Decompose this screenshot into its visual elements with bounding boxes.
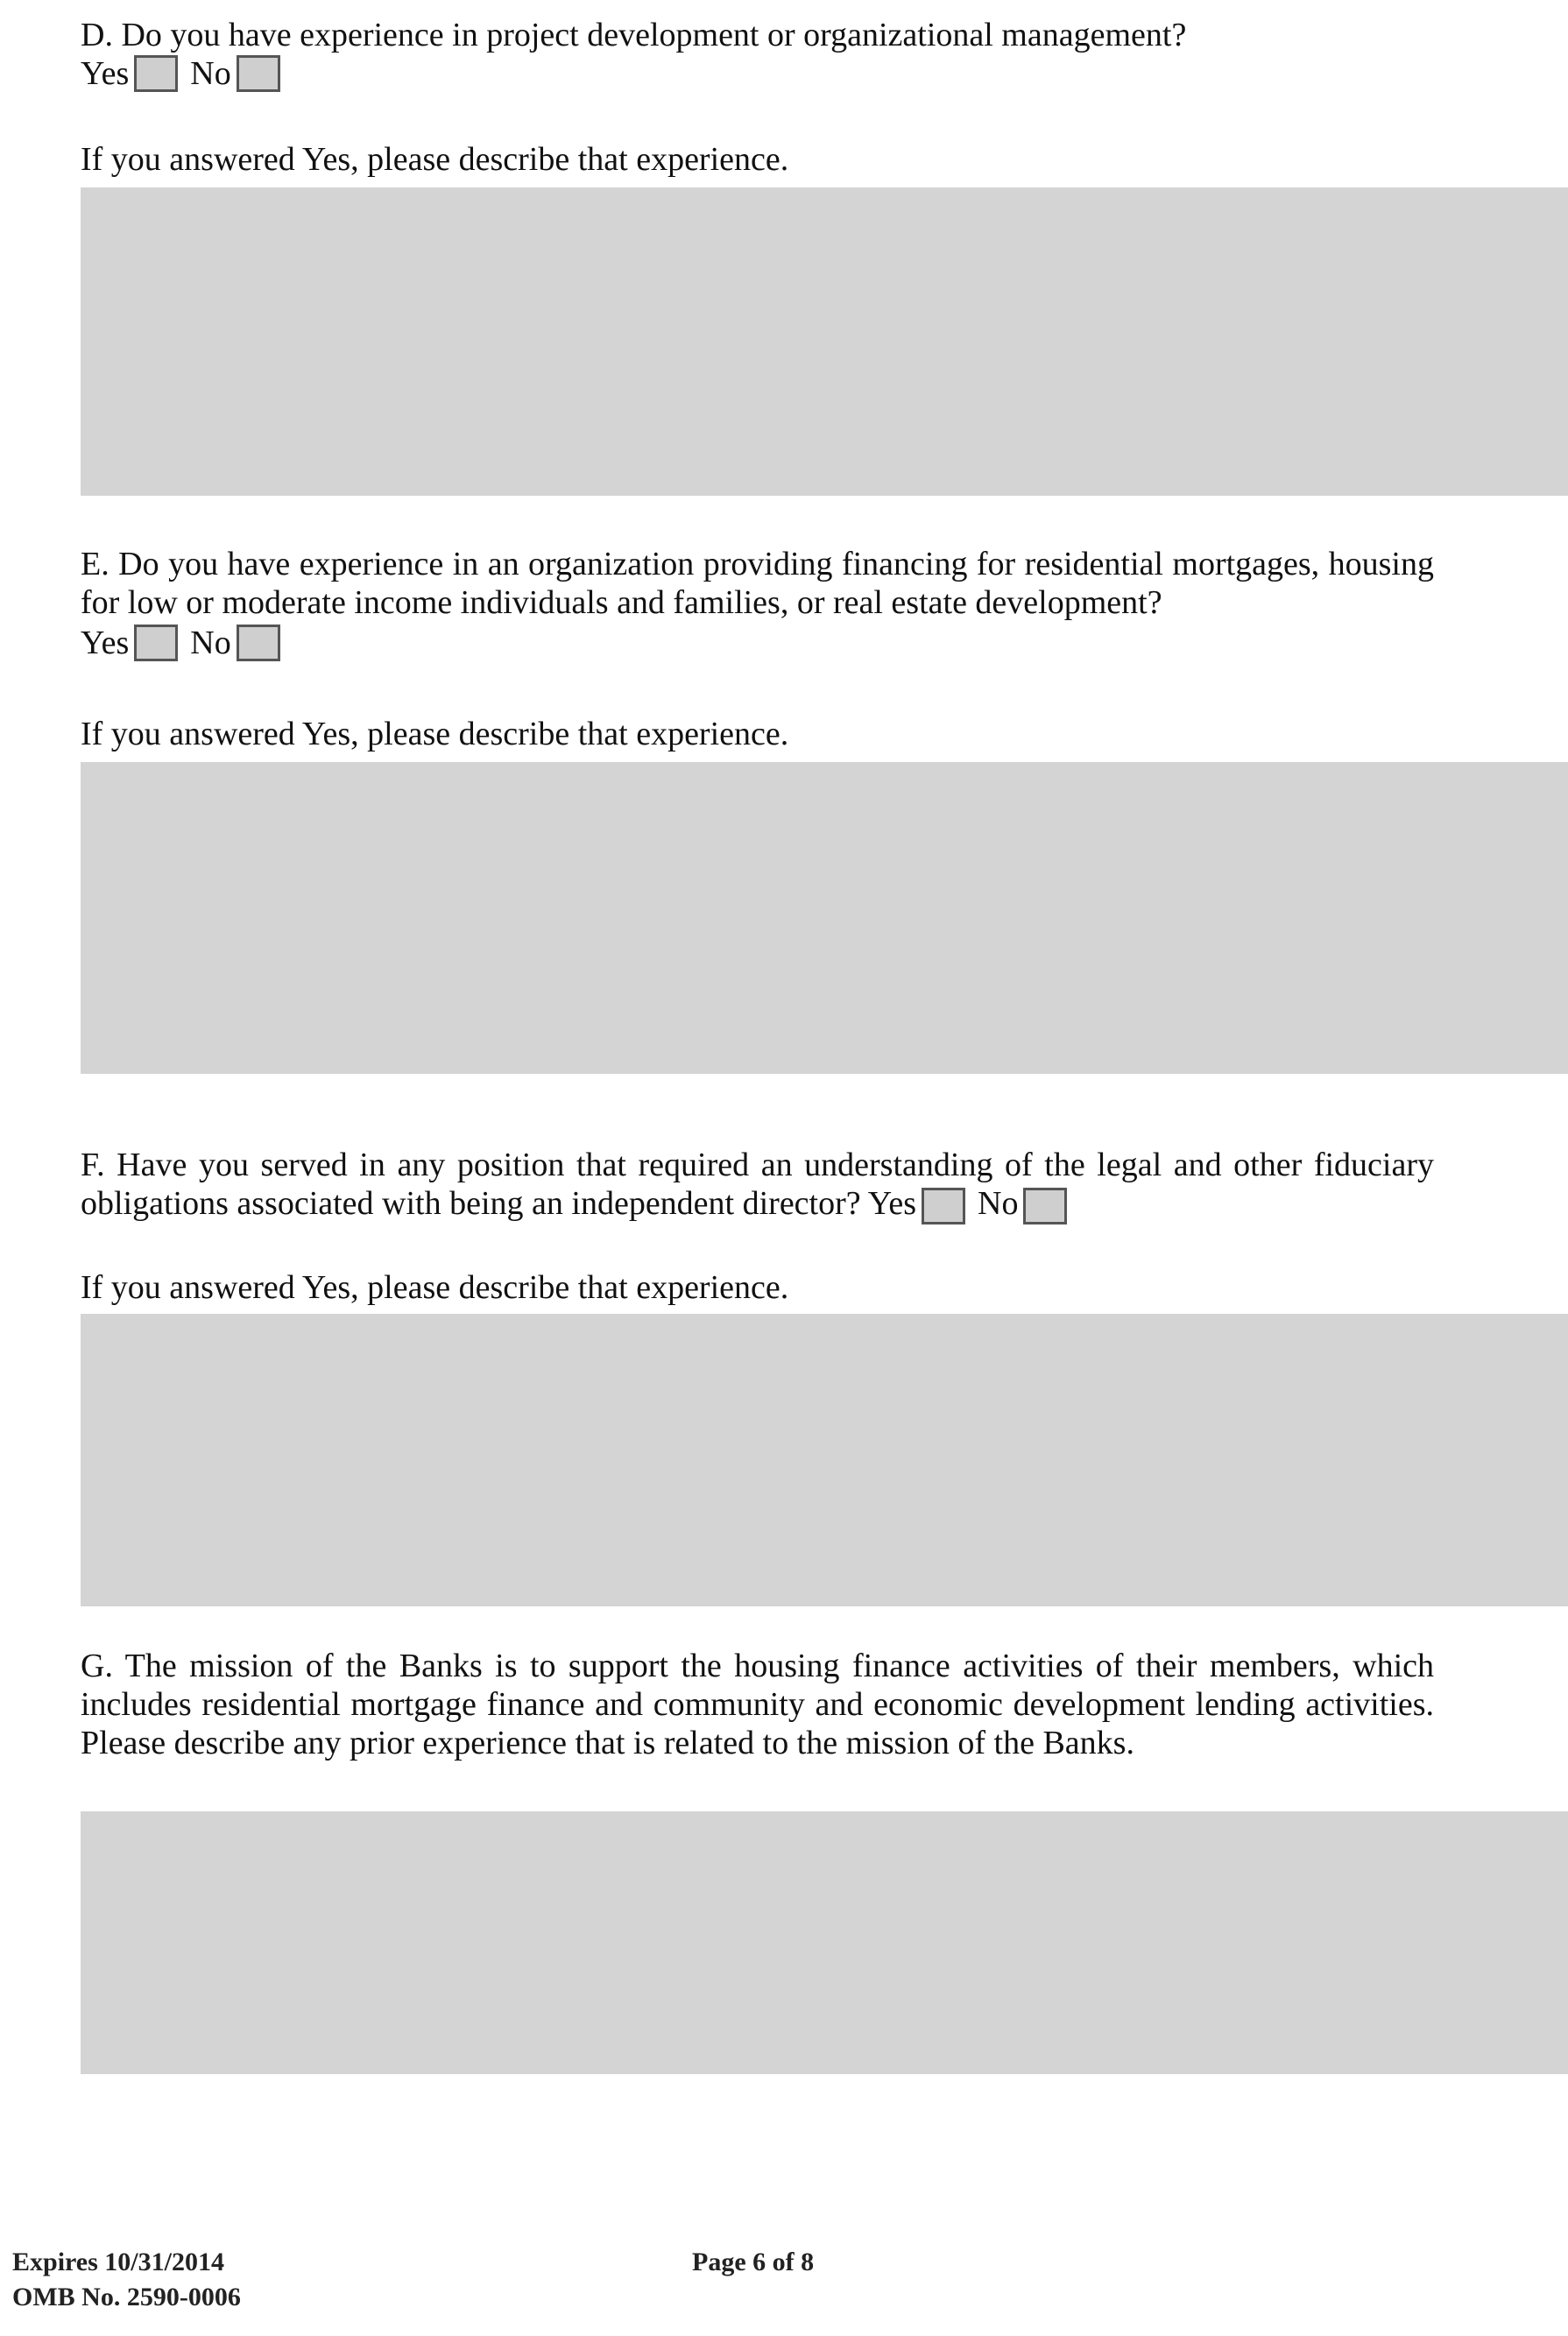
question-f-no-checkbox[interactable] <box>1023 1188 1067 1224</box>
question-f-yes-checkbox[interactable] <box>922 1188 965 1224</box>
question-d-answer-row <box>81 54 293 93</box>
question-g-description-field[interactable] <box>81 1811 1568 2074</box>
question-g-text: G. The mission of the Banks is to support the housing finance activities of their members, which includes residential mortgage finance and community and economic development lending activities. Please describe any prior experience that is related to the mission of the Banks. <box>81 1648 1434 1761</box>
question-e-description-field[interactable] <box>81 762 1568 1074</box>
question-e-yes-checkbox[interactable] <box>134 625 178 661</box>
question-f-block <box>81 1146 1434 1224</box>
question-d-no-checkbox[interactable] <box>237 55 280 92</box>
footer-expires: Expires 10/31/2014 <box>12 2248 224 2276</box>
question-d-prompt: If you answered Yes, please describe that experience. <box>81 141 789 178</box>
question-e-prompt: If you answered Yes, please describe that experience. <box>81 716 789 752</box>
question-f-prompt: If you answered Yes, please describe that experience. <box>81 1269 789 1306</box>
footer-omb-number: OMB No. 2590-0006 <box>12 2283 241 2311</box>
question-e-answer-row <box>81 624 293 662</box>
question-e-yes-label: Yes <box>81 625 130 661</box>
question-d-text: D. Do you have experience in project development or organizational management? <box>81 17 1187 53</box>
question-e-text: E. Do you have experience in an organization providing financing for residential mortgages, housing for low or moderate income individuals and families, or real estate development? <box>81 546 1434 621</box>
question-e-no-checkbox[interactable] <box>237 625 280 661</box>
question-e-no-label: No <box>190 625 231 661</box>
question-f-answer-row <box>868 1185 1080 1222</box>
question-d-yes-checkbox[interactable] <box>134 55 178 92</box>
question-d-description-field[interactable] <box>81 187 1568 496</box>
question-d-no-label: No <box>190 55 231 92</box>
question-f-description-field[interactable] <box>81 1314 1568 1606</box>
question-d-yes-label: Yes <box>81 55 130 92</box>
question-f-yes-label: Yes <box>867 1185 917 1222</box>
question-f-no-label: No <box>978 1185 1019 1222</box>
footer-page-number: Page 6 of 8 <box>692 2248 815 2276</box>
question-f-text: F. Have you served in any position that required an understanding of the legal and other fiduciary obligations associated with being an independent director? <box>81 1147 1434 1222</box>
